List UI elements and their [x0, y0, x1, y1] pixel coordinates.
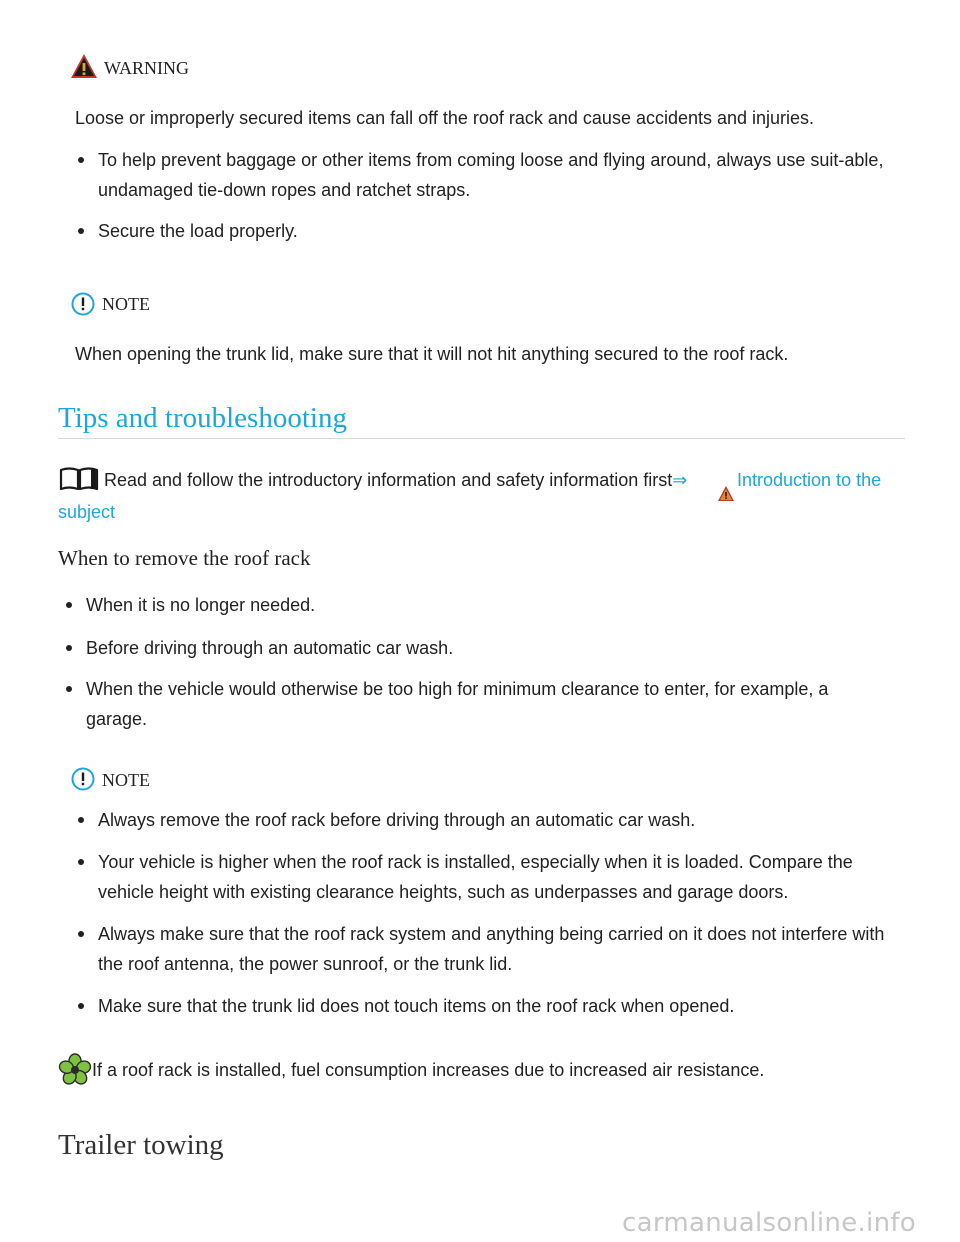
list-item: Secure the load properly.: [76, 216, 886, 246]
note-label: NOTE: [102, 770, 150, 790]
list-item: When the vehicle would otherwise be too high for minimum clearance to enter, for example, a garage.: [64, 674, 884, 734]
warning-label: WARNING: [104, 58, 189, 78]
exclamation-circle-icon: [71, 292, 95, 316]
introduction-link[interactable]: Introduction to the: [737, 470, 882, 490]
list-item: Before driving through an automatic car wash.: [64, 633, 884, 663]
remove-bullet-list: [64, 590, 884, 734]
exclamation-circle-icon: [71, 767, 95, 791]
list-item: Your vehicle is higher when the roof rack is installed, especially when it is loaded. Compare the vehicle height with existing clearance heights, such as underpasses and garage doors.: [76, 847, 888, 907]
list-item: Always remove the roof rack before driving through an automatic car wash.: [76, 805, 888, 835]
environment-text: If a roof rack is installed, fuel consumption increases due to increased air resistance.: [92, 1060, 765, 1080]
warning-triangle-icon: [70, 53, 98, 79]
open-book-icon: [58, 466, 100, 492]
link-arrow[interactable]: ⇒: [672, 470, 688, 490]
note-label: NOTE: [102, 294, 150, 314]
warning-text: Loose or improperly secured items can fall off the roof rack and cause accidents and injuries.: [75, 108, 815, 128]
list-item: Make sure that the trunk lid does not touch items on the roof rack when opened.: [76, 991, 888, 1021]
section-divider: [58, 438, 905, 439]
list-item: To help prevent baggage or other items from coming loose and flying around, always use suit-able, undamaged tie-down ropes and ratchet straps.: [76, 145, 886, 205]
watermark: carmanualsonline.info: [622, 1208, 917, 1238]
list-item: Always make sure that the roof rack system and anything being carried on it does not interfere with the roof antenna, the power sunroof, or the trunk lid.: [76, 919, 888, 979]
warning-triangle-icon: [717, 485, 735, 502]
flower-icon: [58, 1053, 92, 1087]
note-text: When opening the trunk lid, make sure that it will not hit anything secured to the roof rack.: [75, 344, 789, 364]
list-item: When it is no longer needed.: [64, 590, 884, 620]
intro-text: Read and follow the introductory information and safety information first: [104, 470, 673, 490]
note-bullet-list: [76, 805, 888, 1021]
warning-bullet-list: [76, 145, 886, 246]
section-title: Tips and troubleshooting: [58, 402, 347, 434]
introduction-link-cont[interactable]: subject: [58, 502, 116, 522]
next-section-title: Trailer towing: [58, 1129, 224, 1161]
subheading: When to remove the roof rack: [58, 546, 311, 570]
